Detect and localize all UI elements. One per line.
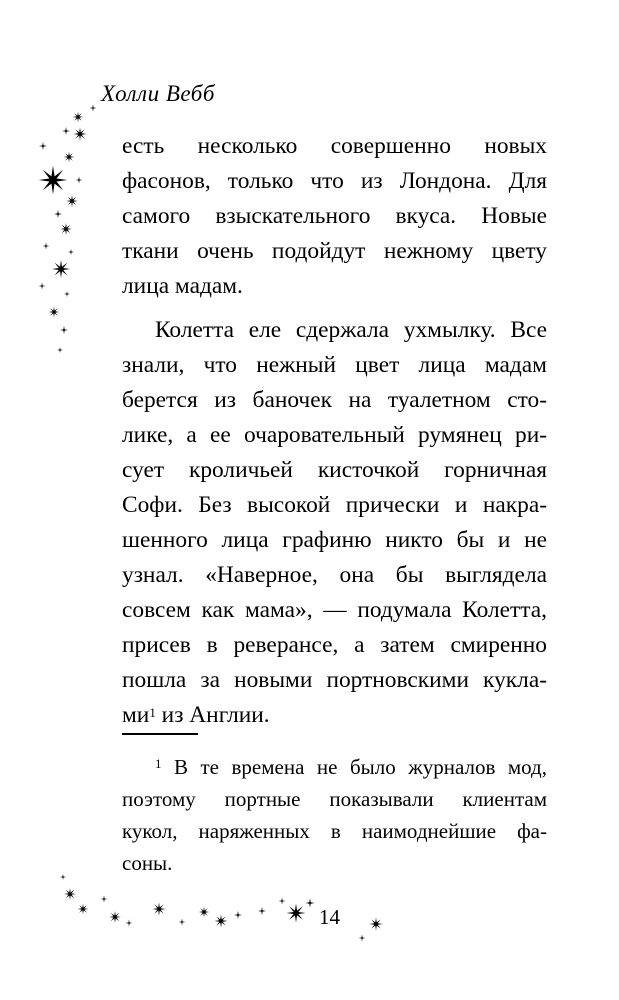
text-line: есть несколько совершенно новых — [122, 133, 547, 159]
star-icon — [369, 917, 382, 930]
text-line: присев в реверансе, а затем смиренно — [122, 632, 547, 658]
star-icon — [101, 896, 108, 903]
star-icon — [73, 112, 84, 123]
star-icon — [57, 347, 63, 353]
star-icon — [64, 888, 76, 900]
main-text — [122, 129, 547, 733]
star-icon — [68, 249, 74, 255]
star-icon — [43, 243, 50, 250]
text-line: Колетта еле сдержала ухмылку. Все — [155, 317, 547, 343]
star-icon — [60, 223, 72, 235]
text-line: Софи. Без высокой прически и накра- — [122, 492, 547, 518]
star-icon — [54, 210, 62, 218]
text-line: шенного лица графиню никто бы и не — [122, 527, 547, 553]
footnote-line: кукол, наряженных в наимоднейшие фа- — [122, 819, 547, 843]
footnote-line — [122, 751, 547, 783]
star-icon — [62, 127, 70, 135]
text-line: пошла за новыми портновскими кукла- — [122, 667, 547, 693]
star-icon — [214, 914, 227, 927]
star-icon — [66, 195, 78, 207]
text-line: фасонов, только что из Лондона. Для — [122, 168, 547, 194]
text-line: лике, а ее очаровательный румянец ри- — [122, 422, 547, 448]
star-icon — [64, 291, 70, 297]
text-fragment: В те времена не было журналов мод, — [161, 755, 547, 779]
star-icon — [39, 142, 47, 150]
star-icon — [179, 919, 186, 926]
star-icon — [39, 283, 46, 290]
text-line: сует кроличьей кисточкой горничная — [122, 457, 547, 483]
star-icon — [286, 903, 305, 922]
text-line: самого взыскательного вкуса. Новые — [122, 203, 547, 229]
text-line: лица мадам. — [122, 273, 243, 299]
text-line: совсем как мама», — подумала Колетта, — [122, 597, 547, 623]
star-icon — [64, 152, 75, 163]
star-icon — [279, 898, 286, 905]
footnote-reference: 1 — [149, 705, 156, 720]
footnote — [122, 751, 547, 879]
star-icon — [306, 899, 315, 908]
star-icon — [78, 904, 89, 915]
star-icon — [76, 177, 83, 184]
star-icon — [49, 307, 60, 318]
footnote-divider — [122, 733, 198, 735]
star-icon — [234, 911, 242, 919]
star-icon — [199, 907, 210, 918]
star-icon — [73, 127, 86, 140]
star-icon — [60, 874, 66, 880]
star-icon — [126, 920, 133, 927]
star-icon — [39, 166, 68, 195]
star-icon — [90, 105, 97, 112]
text-line: знали, что нежный цвет лица мадам — [122, 352, 547, 378]
star-icon — [52, 260, 70, 278]
text-line: ткани очень подойдут нежному цвету — [122, 238, 547, 264]
text-line — [122, 698, 547, 733]
star-icon — [258, 907, 266, 915]
running-header: Холли Вебб — [101, 81, 215, 106]
text-line: берется из баночек на туалетном сто- — [122, 387, 547, 413]
star-icon — [359, 935, 366, 942]
text-line: узнал. «Наверное, она бы выглядела — [122, 562, 547, 588]
footnote-line: поэтому портные показывали клиентам — [122, 787, 547, 811]
star-icon — [109, 911, 121, 923]
text-fragment: ми — [122, 702, 150, 728]
footnote-marker: 1 — [155, 756, 162, 771]
text-fragment: из Англии. — [155, 702, 270, 728]
footnote-line: соны. — [122, 851, 173, 875]
star-icon — [152, 902, 165, 915]
page-number: 14 — [319, 905, 340, 929]
star-icon — [60, 326, 68, 334]
